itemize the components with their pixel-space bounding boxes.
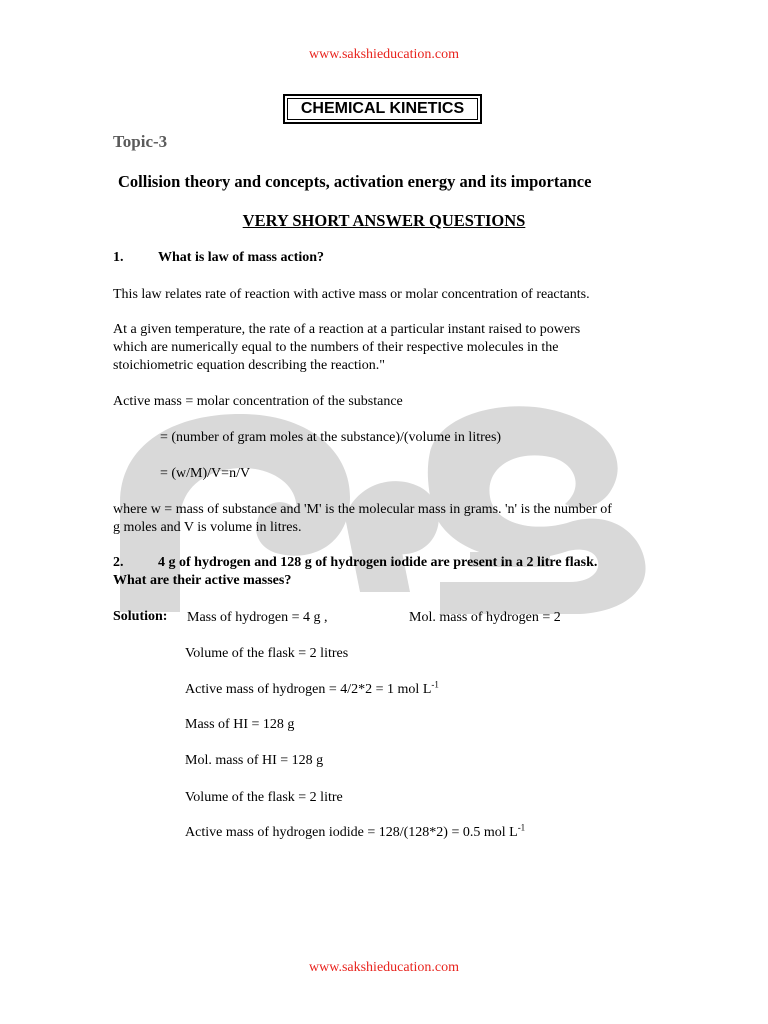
q1-para2: At a given temperature, the rate of a reaction at a particular instant raised to powers which are numerically equal to the numbers of their respective molecules in the stoichiometric equation describing the reaction."	[113, 322, 581, 373]
mass-hydrogen: Mass of hydrogen = 4 g ,	[187, 610, 328, 625]
q1-where: where w = mass of substance and 'M' is the molecular mass in grams. 'n' is the number of g moles and V is volume in litres.	[113, 502, 612, 535]
footer-url[interactable]: www.sakshieducation.com	[309, 960, 459, 975]
volume-flask-1: Volume of the flask = 2 litres	[185, 646, 349, 661]
q1-text: What is law of mass action?	[158, 250, 325, 265]
mass-hi: Mass of HI = 128 g	[185, 717, 295, 732]
active-mass-hi: Active mass of hydrogen iodide = 128/(128*2) = 0.5 mol $L^{-1}$	[185, 822, 526, 840]
q1-eq2: = (w/M)/V=n/V	[160, 466, 251, 481]
subject-heading: Collision theory and concepts, activation energy and its importance	[118, 172, 592, 191]
document-title: CHEMICAL KINETICS	[300, 100, 465, 117]
header-url[interactable]: www.sakshieducation.com	[309, 47, 459, 62]
section-heading: VERY SHORT ANSWER QUESTIONS	[242, 211, 526, 230]
mol-mass-hi: Mol. mass of HI = 128 g	[185, 753, 324, 768]
q2-number: 2.	[113, 555, 124, 570]
q1-eq1: = (number of gram moles at the substance)/(volume in litres)	[160, 430, 502, 445]
q1-para1: This law relates rate of reaction with active mass or molar concentration of reactants.	[113, 287, 590, 302]
mol-mass-hydrogen: Mol. mass of hydrogen = 2	[409, 610, 561, 625]
q1-active-mass: Active mass = molar concentration of the substance	[113, 394, 403, 409]
topic-label: Topic-3	[113, 132, 168, 151]
active-mass-hydrogen: Active mass of hydrogen = 4/2*2 = 1 mol $L^{-1}$	[185, 679, 439, 697]
q1-number: 1.	[113, 250, 124, 265]
solution-label: Solution:	[113, 609, 168, 624]
volume-flask-2: Volume of the flask = 2 litre	[185, 790, 343, 805]
q2-line2: What are their active masses?	[113, 573, 292, 588]
title-box	[283, 94, 482, 124]
q2-line1: 4 g of hydrogen and 128 g of hydrogen iodide are present in a 2 litre flask.	[158, 555, 598, 570]
